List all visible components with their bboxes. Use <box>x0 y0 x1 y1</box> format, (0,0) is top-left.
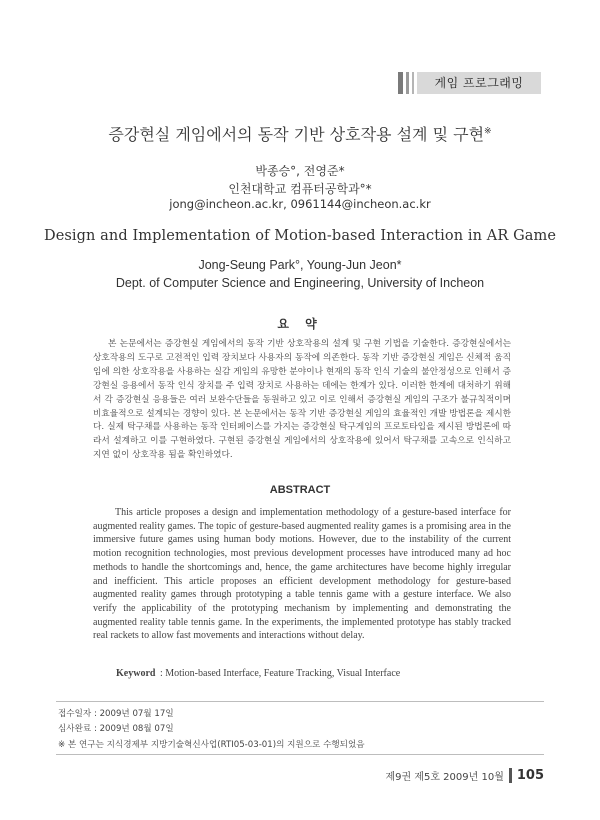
footnote-received: 접수일자 : 2009년 07월 17일 <box>58 709 174 719</box>
keywords <box>116 668 400 679</box>
tag-bar <box>406 72 409 94</box>
english-affiliation: Dept. of Computer Science and Engineering, University of Incheon <box>115 276 485 290</box>
korean-authors: 박종승°, 전영준* <box>255 164 345 178</box>
english-authors: Jong-Seung Park°, Young-Jun Jeon* <box>198 258 402 272</box>
korean-abstract: 본 논문에서는 증강현실 게임에서의 동작 기반 상호작용의 설계 및 구현 기법을 기술한다. 증강현실에서는 상호작용의 도구로 고전적인 입력 장치보다 사용자의 동작에 의존한다. 동작 기반 증강현실 게임은 신체적 움직임에 의한 상호작용을 사용하는 실감 게임의 유망한 분야이나 현재의 동작 인식 기술의 불안정성으로 인해서 증강현실 응용에서 동작 인식 장치를 주 입력 장치로 사용하는 데에는 한계가 있다. 이러한 한계에 대처하기 위해서 각 증강현실 응용들은 여러 보완수단들을 동원하고 있고 이로 인해서 증강현실 게임의 구조가 불규칙적이며 비효율적으로 설계되는 경향이 있다. 본 논문에서는 동작 기반 증강현실 게임의 효율적인 개발 방법론을 제시한다. 실제 탁구채를 사용하는 동작 인터페이스를 가지는 증강현실 탁구게임의 프로토타입을 제시된 방법론에 따라서 설계하고 이를 구현하였다. 구현된 증강현실 게임에서의 상호작용에 있어서 탁구채를 고속으로 인식하고 지연 없이 상호작용 됨을 확인하였다. <box>93 339 511 461</box>
tag-bar <box>398 72 403 94</box>
title-footnote-mark: ※ <box>484 126 492 137</box>
section-tag-bars <box>398 72 414 94</box>
tag-bar <box>412 72 414 94</box>
section-tag <box>398 72 541 94</box>
english-abstract: This article proposes a design and implementation methodology of a gesture-based interface for augmented reality games. The topic of gesture-based augmented reality games is a promising area in the immersive future games using human body motions. However, due to the instability of the current motion recognition technologies, most previous development processes have introduced many ad hoc methods to handle the shortcomings and, hence, the game architectures have become highly irregular and inefficient. This article proposes an efficient development methodology for gesture-based augmented reality games through prototyping a table tennis game with a gesture interface. We also verify the applicability of the prototyping mechanism by implementing and demonstrating the augmented reality table tennis game. In the experiments, the implemented prototype has stably tracked real rackets to allow fast movements and interactions without delay. <box>93 507 511 642</box>
keyword-list: : Motion-based Interface, Feature Tracking, Visual Interface <box>159 668 401 679</box>
korean-abstract-heading: 요 약 <box>277 317 323 331</box>
author-emails: jong@incheon.ac.kr, 0961144@incheon.ac.kr <box>169 197 431 211</box>
footer-bar <box>509 768 512 783</box>
page-footer <box>385 768 544 783</box>
english-title: Design and Implementation of Motion-based Interaction in AR Game <box>43 228 557 244</box>
english-abstract-heading: ABSTRACT <box>269 484 331 496</box>
footer-divider <box>56 754 544 755</box>
keyword-label: Keyword <box>116 668 156 679</box>
section-tag-label: 게임 프로그래밍 <box>417 72 541 94</box>
footnote-divider <box>56 701 544 702</box>
korean-affiliation: 인천대학교 컴퓨터공학과°* <box>228 182 372 196</box>
footnote-funding: ※ 본 연구는 지식경제부 지방기술혁신사업(RTI05-03-01)의 지원으로 수행되었음 <box>58 740 365 750</box>
page-number: 105 <box>516 768 544 783</box>
korean-title <box>0 122 600 145</box>
footnote-reviewed: 심사완료 : 2009년 08월 07일 <box>58 724 174 734</box>
korean-title-text: 증강현실 게임에서의 동작 기반 상호작용 설계 및 구현 <box>108 125 485 144</box>
journal-volume: 제9권 제5호 2009년 10월 <box>385 772 504 783</box>
